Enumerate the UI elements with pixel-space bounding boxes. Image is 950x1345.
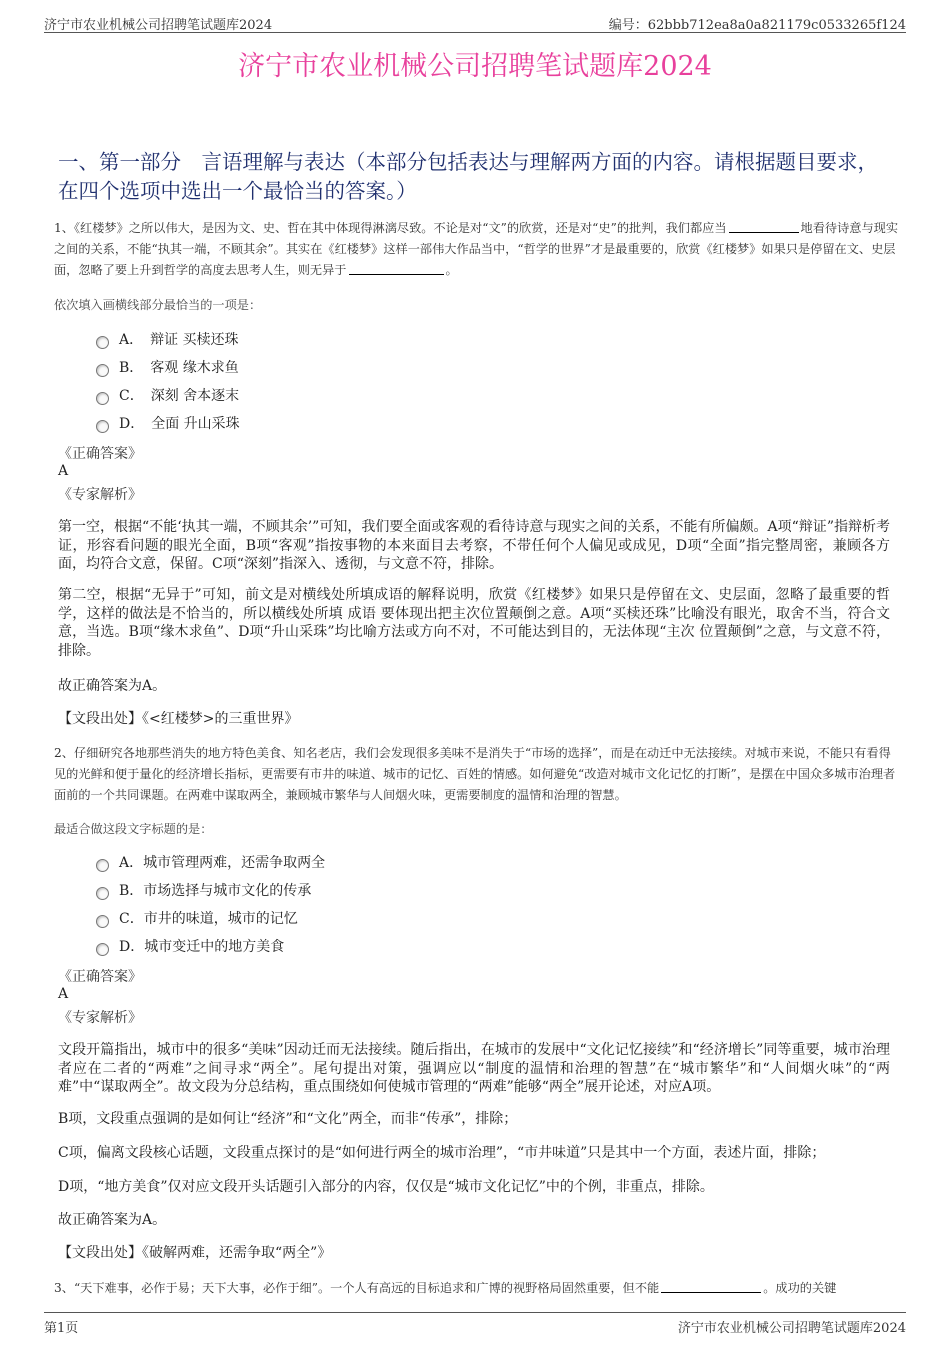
- analysis-paragraph: C项，偏离文段核心话题，文段重点探讨的是“如何进行两全的城市治理”，“市井味道”只是其中一个方面，表述片面，排除；: [58, 1145, 826, 1161]
- question-1-options: [96, 325, 240, 437]
- footer-doc-title: 济宁市农业机械公司招聘笔试题库2024: [677, 1321, 906, 1336]
- header-doc-title: 济宁市农业机械公司招聘笔试题库2024: [44, 18, 273, 33]
- analysis-conclusion: 故正确答案为A。: [58, 1212, 167, 1228]
- question-1-prompt: 依次填入画横线部分最恰当的一项是：: [54, 298, 262, 312]
- option-c[interactable]: C． 深刻 舍本逐末: [96, 381, 240, 409]
- question-1-text: 1、《红楼梦》之所以伟大，是因为文、史、哲在其中体现得淋漓尽致。不论是对“文”的欣赏，还是对“史”的批判，我们都应当 地看待诗意与现实之间的关系，不能“执其一端，不顾其余”。其实在《红楼梦》这样一部伟大作品当中，“哲学的世界”才是最重要的，欣赏《红楼梦》如果只是停留在文、史层面，忽略了要上升到哲学的高度去思考人生，则无异于 。: [54, 221, 899, 277]
- analysis-paragraph: B项，文段重点强调的是如何让“经济”和“文化”两全，而非“传承”，排除；: [58, 1111, 518, 1127]
- option-d[interactable]: D．城市变迁中的地方美食: [96, 932, 325, 960]
- option-b[interactable]: B． 客观 缘木求鱼: [96, 353, 240, 381]
- option-a[interactable]: A．城市管理两难，还需争取两全: [96, 848, 325, 876]
- radio-icon[interactable]: [96, 915, 109, 928]
- analysis-label: 《专家解析》: [58, 1010, 142, 1026]
- fill-blank-1: [729, 220, 799, 233]
- header-doc-id: 编号：62bbb712ea8a0a821179c0533265f124: [608, 18, 906, 33]
- analysis-label: 《专家解析》: [58, 487, 142, 503]
- page-number: 第1页: [44, 1321, 79, 1336]
- answer-value: A: [58, 463, 69, 479]
- analysis-paragraph: D项，“地方美食”仅对应文段开头话题引入部分的内容，仅仅是“城市文化记忆”中的个例，非重点，排除。: [58, 1179, 714, 1195]
- question-2-prompt: 最适合做这段文字标题的是：: [54, 822, 213, 836]
- page-title: 济宁市农业机械公司招聘笔试题库2024: [238, 51, 712, 82]
- question-2-text: 2、仔细研究各地那些消失的地方特色美食、知名老店，我们会发现很多美味不是消失于“市场的选择”，而是在动迁中无法接续。对城市来说，不能只有看得见的光鲜和便于量化的经济增长指标，更需要有市井的味道、城市的记忆、百姓的情感。如何避免“改造对城市文化记忆的打断”，是摆在中国众多城市治理者面前的一个共同课题。在两难中谋取两全，兼顾城市繁华与人间烟火味，更需要制度的温情和治理的智慧。: [54, 746, 896, 802]
- answer-value: A: [58, 986, 69, 1002]
- radio-icon[interactable]: [96, 859, 109, 872]
- fill-blank-3: [661, 1280, 761, 1293]
- analysis-conclusion: 故正确答案为A。: [58, 678, 167, 694]
- question-2-options: [96, 848, 325, 960]
- source-citation: 【文段出处】《<红楼梦>的三重世界》: [58, 711, 299, 727]
- page-footer: [44, 1312, 906, 1337]
- option-b[interactable]: B．市场选择与城市文化的传承: [96, 876, 325, 904]
- option-d[interactable]: D． 全面 升山采珠: [96, 409, 240, 437]
- radio-icon[interactable]: [96, 420, 109, 433]
- answer-label: 《正确答案》: [58, 446, 142, 462]
- option-a[interactable]: A． 辩证 买椟还珠: [96, 325, 240, 353]
- analysis-paragraph: 文段开篇指出，城市中的很多“美味”因动迁而无法接续。随后指出，在城市的发展中“文化记忆接续”和“经济增长”同等重要，城市治理者应在二者的“两难”之间寻求“两全”。尾句提出对策，强调应以“制度的温情和治理的智慧”在“城市繁华”和“人间烟火味”的“两难”中“谋取两全”。故文段为分总结构，重点围绕如何使城市管理的“两难”能够“两全”展开论述，对应A项。: [58, 1042, 890, 1095]
- question-3-text: 3、“天下难事，必作于易；天下大事，必作于细”。一个人有高远的目标追求和广博的视野格局固然重要，但不能 。成功的关键: [54, 1281, 837, 1295]
- analysis-paragraph: 第一空，根据“不能‘执其一端，不顾其余’”可知，我们要全面或客观的看待诗意与现实之间的关系，不能有所偏颇。A项“辩证”指辩析考证，形容看问题的眼光全面，B项“客观”指按事物的本来面目去考察，不带任何个人偏见或成见，D项“全面”指完整周密，兼顾各方面，均符合文意，保留。C项“深刻”指深入、透彻，与文意不符，排除。: [58, 519, 890, 572]
- radio-icon[interactable]: [96, 887, 109, 900]
- section-heading: 一、第一部分 言语理解与表达（本部分包括表达与理解两方面的内容。请根据题目要求，在四个选项中选出一个最恰当的答案。）: [58, 150, 878, 203]
- fill-blank-2: [349, 262, 444, 275]
- radio-icon[interactable]: [96, 364, 109, 377]
- radio-icon[interactable]: [96, 336, 109, 349]
- radio-icon[interactable]: [96, 943, 109, 956]
- radio-icon[interactable]: [96, 392, 109, 405]
- analysis-paragraph: 第二空，根据“无异于”可知，前文是对横线处所填成语的解释说明，欣赏《红楼梦》如果只是停留在文、史层面，忽略了最重要的哲学，这样的做法是不恰当的，所以横线处所填 成语 要体现出把主次位置颠倒之意。A项“买椟还珠”比喻没有眼光，取舍不当，符合文意，当选。B项“缘木求鱼”、D项“升山采珠”均比喻方法或方向不对，不可能达到目的，无法体现“主次 位置颠倒”之意，与文意不符，排除。: [58, 587, 890, 659]
- source-citation: 【文段出处】《破解两难，还需争取“两全”》: [58, 1245, 332, 1261]
- answer-label: 《正确答案》: [58, 969, 142, 985]
- option-c[interactable]: C．市井的味道，城市的记忆: [96, 904, 325, 932]
- page-header: [44, 10, 906, 33]
